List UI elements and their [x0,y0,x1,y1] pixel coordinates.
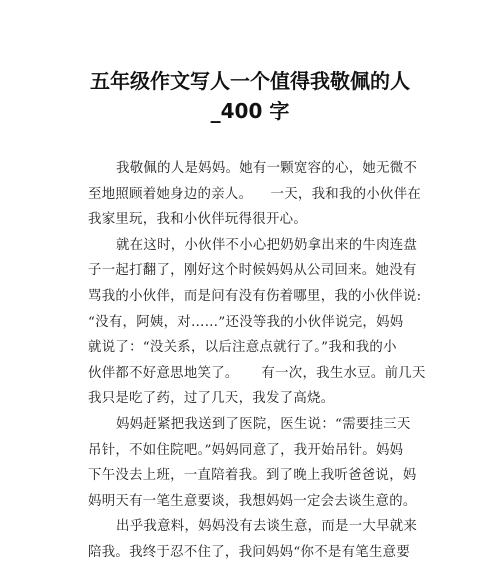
text-line: 骂我的小伙伴，而是问有没有伤着哪里，我的小伙伴说: [88,288,422,304]
text-line: 子一起打翻了，刚好这个时候妈妈从公司回来。她没有 [88,263,417,279]
text-line: 我敬佩的人是妈妈。她有一颗宽容的心，她无微不 [116,161,418,176]
document-body [88,156,426,566]
text-line: 我家里玩，我和小伙伴玩得很开心。 [88,212,308,228]
text-line: 伙伴都不好意思地笑了。 有一次，我生水豆。前几天 [88,365,426,381]
title-line-1: 五年级作文写人一个值得我敬佩的人 [90,69,410,93]
text-line: “没有，阿姨，对……”还没等我的小伙伴说完，妈妈 [88,314,404,330]
text-line: 就在这时，小伙伴不小心把奶奶拿出来的牛肉连盘 [116,237,418,253]
text-line: 出乎我意料，妈妈没有去谈生意，而是一大早就来 [116,519,418,535]
text-line: 陪我。我终于忍不住了，我问妈妈“你不是有笔生意要 [88,544,411,560]
text-line: 至地照顾着她身边的亲人。 一天，我和我的小伙伴在 [88,186,422,202]
document-title [80,66,420,126]
text-line: 妈明天有一笔生意要谈，我想妈妈一定会去谈生意的。 [88,493,417,509]
text-line: 就说了：“没关系，以后注意点就行了。”我和我的小 [88,340,397,356]
text-line: 下午没去上班，一直陪着我。到了晚上我听爸爸说，妈 [88,468,417,484]
text-line: 妈妈赶紧把我送到了医院，医生说：“需要挂三天 [116,416,411,432]
text-line: 我只是吃了药，过了几天，我发了高烧。 [88,391,335,407]
title-line-2: _400 字 [210,99,290,123]
text-line: 吊针，不如住院吧。”妈妈同意了，我开始吊针。妈妈 [88,442,404,458]
